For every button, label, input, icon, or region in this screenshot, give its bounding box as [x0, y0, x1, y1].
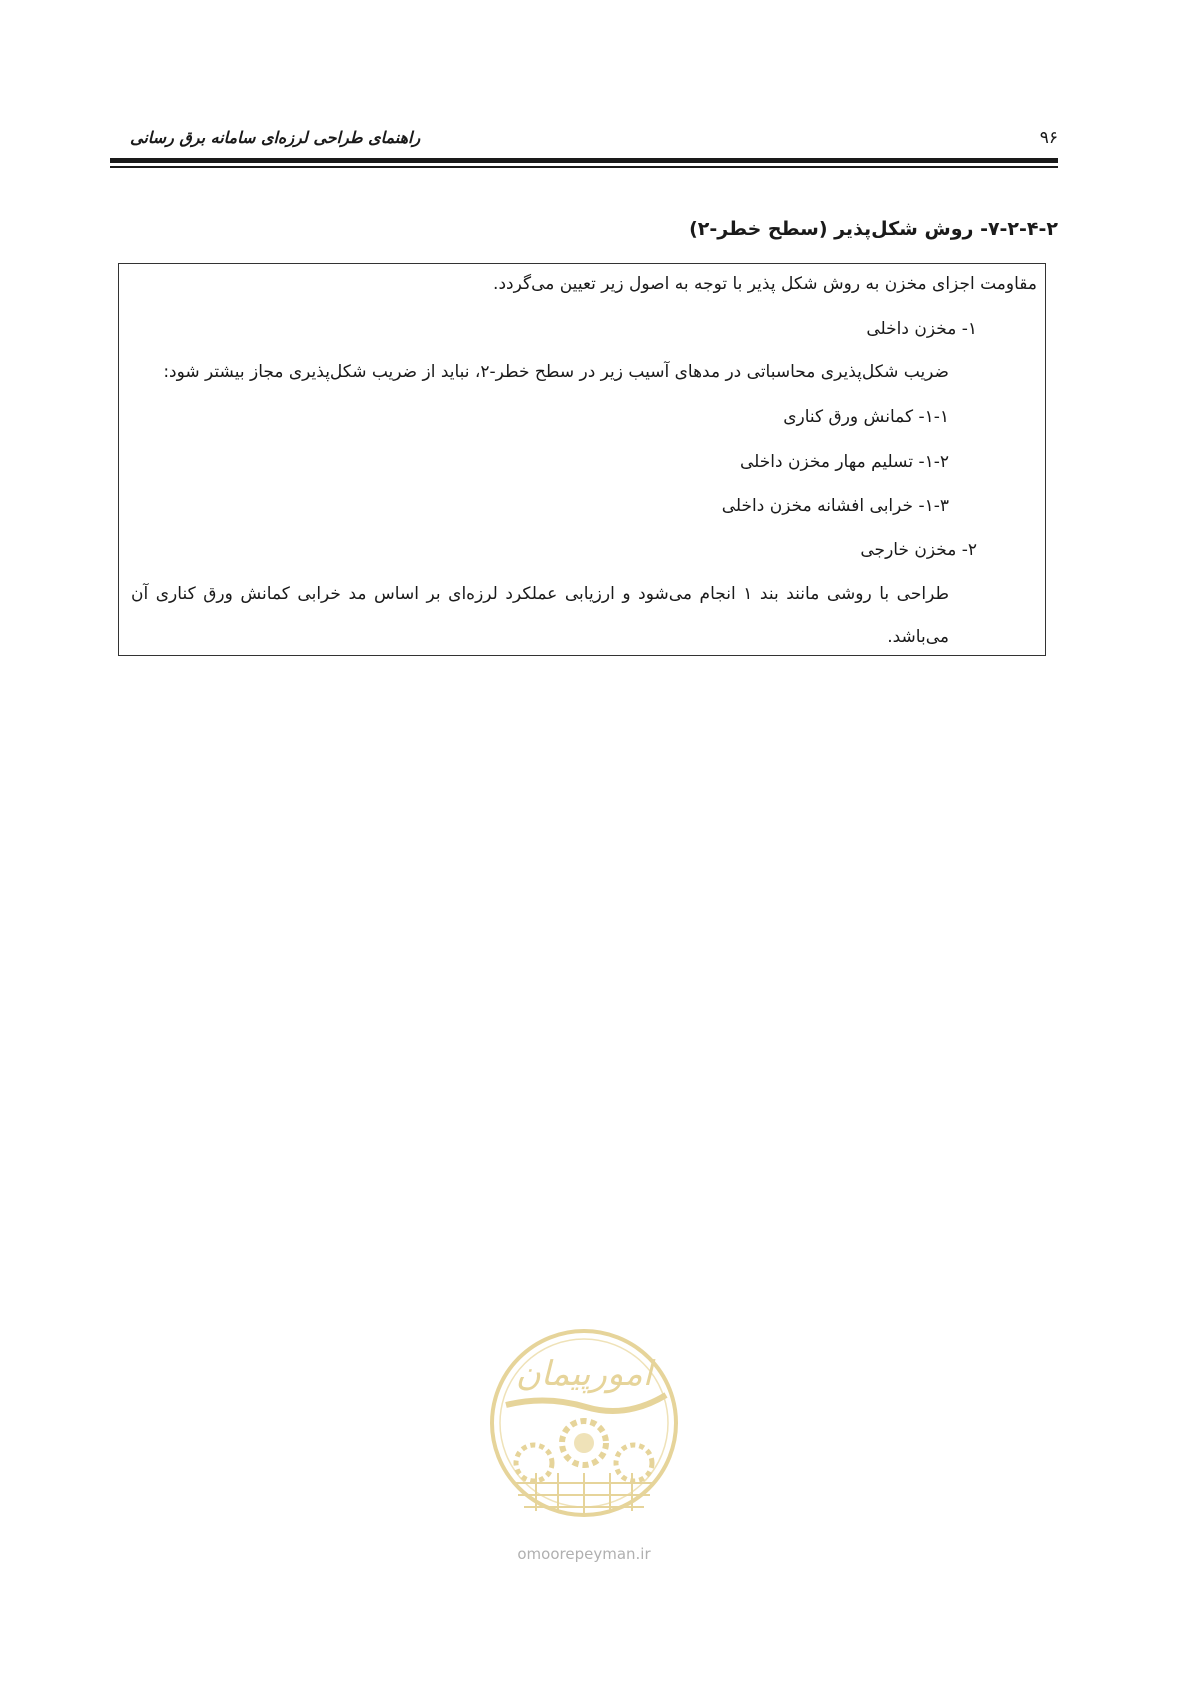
paragraph-outer-design-continued: می‌باشد.	[887, 627, 949, 647]
sub-item-1-3: ۱-۳- خرابی افشانه مخزن داخلی	[721, 496, 949, 516]
header-rule-thick	[110, 158, 1058, 163]
sub-item-1-2: ۱-۲- تسلیم مهار مخزن داخلی	[740, 452, 949, 472]
watermark-seal-icon	[486, 1325, 682, 1540]
running-title: راهنمای طراحی لرزه‌ای سامانه برق رسانی	[130, 128, 421, 147]
intro-text: مقاومت اجزای مخزن به روش شکل پذیر با توجه به اصول زیر تعیین می‌گردد.	[493, 274, 1037, 294]
content-box	[118, 263, 1046, 656]
paragraph-outer-design: طراحی با روشی مانند بند ۱ انجام می‌شود و ارزیابی عملکرد لرزه‌ای بر اساس مد خرابی کمانش ورق کناری آن	[131, 584, 949, 604]
page-header	[110, 128, 1058, 150]
sub-item-1-1: ۱-۱- کمانش ورق کناری	[783, 407, 949, 427]
watermark-site-text: omoorepeyman.ir	[517, 1545, 651, 1563]
paragraph-ductility: ضریب شکل‌پذیری محاسباتی در مدهای آسیب زیر در سطح خطر-۲، نباید از ضریب شکل‌پذیری مجاز بیشتر شود:	[163, 362, 949, 382]
header-rule-thin	[110, 166, 1058, 168]
page-number: ۹۶	[1039, 128, 1058, 148]
watermark-logo	[486, 1325, 682, 1563]
list-item-outer-tank: ۲- مخزن خارجی	[860, 540, 977, 560]
section-heading: ۷-۲-۴-۲- روش شکل‌پذیر (سطح خطر-۲)	[689, 218, 1058, 240]
list-item-inner-tank: ۱- مخزن داخلی	[866, 319, 977, 339]
watermark-logo-text: امورپیمان	[515, 1354, 653, 1394]
